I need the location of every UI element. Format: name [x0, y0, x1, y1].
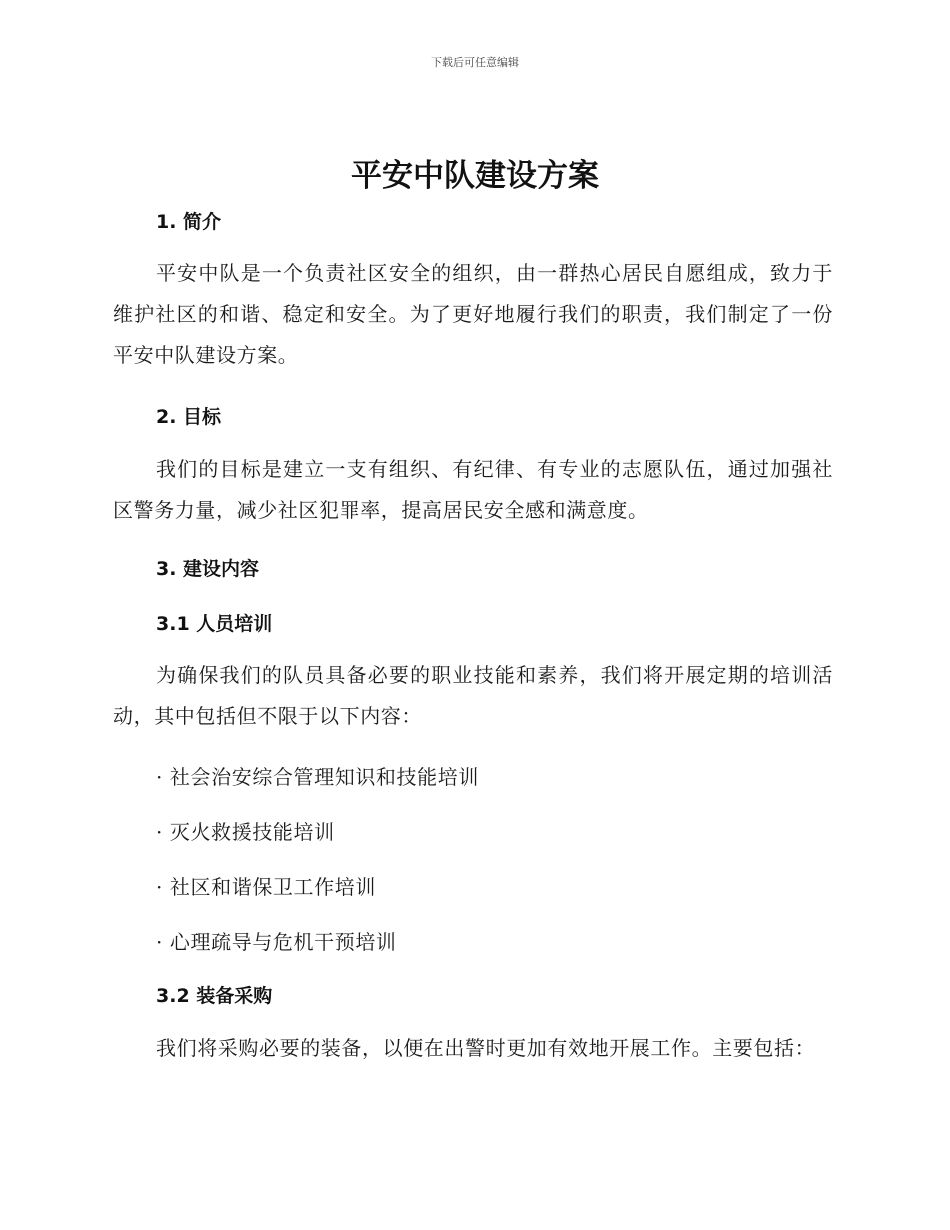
- section-heading-training: 3.1 人员培训: [156, 613, 273, 635]
- list-item: · 心理疏导与危机干预培训: [156, 930, 397, 954]
- section-text-training: 为确保我们的队员具备必要的职业技能和素养，我们将开展定期的培训活动，其中包括但不限于以下内容：: [113, 663, 833, 728]
- section-heading-goal: 2. 目标: [156, 406, 222, 428]
- page-header-note: 下载后可任意编辑: [431, 56, 519, 69]
- section-heading-intro: 1. 简介: [156, 211, 222, 233]
- list-item: · 社会治安综合管理知识和技能培训: [156, 765, 479, 789]
- section-text-goal: 我们的目标是建立一支有组织、有纪律、有专业的志愿队伍，通过加强社区警务力量，减少社区犯罪率，提高居民安全感和满意度。: [113, 457, 833, 522]
- list-item: · 社区和谐保卫工作培训: [156, 875, 376, 899]
- section-heading-equipment: 3.2 装备采购: [156, 985, 273, 1007]
- section-text-intro: 平安中队是一个负责社区安全的组织，由一群热心居民自愿组成，致力于维护社区的和谐、稳定和安全。为了更好地履行我们的职责，我们制定了一份平安中队建设方案。: [113, 261, 833, 367]
- section-heading-content: 3. 建设内容: [156, 558, 260, 580]
- section-text-equipment: 我们将采购必要的装备，以便在出警时更加有效地开展工作。主要包括：: [156, 1036, 816, 1060]
- document-title: 平安中队建设方案: [351, 158, 599, 194]
- list-item: · 灭火救援技能培训: [156, 820, 335, 844]
